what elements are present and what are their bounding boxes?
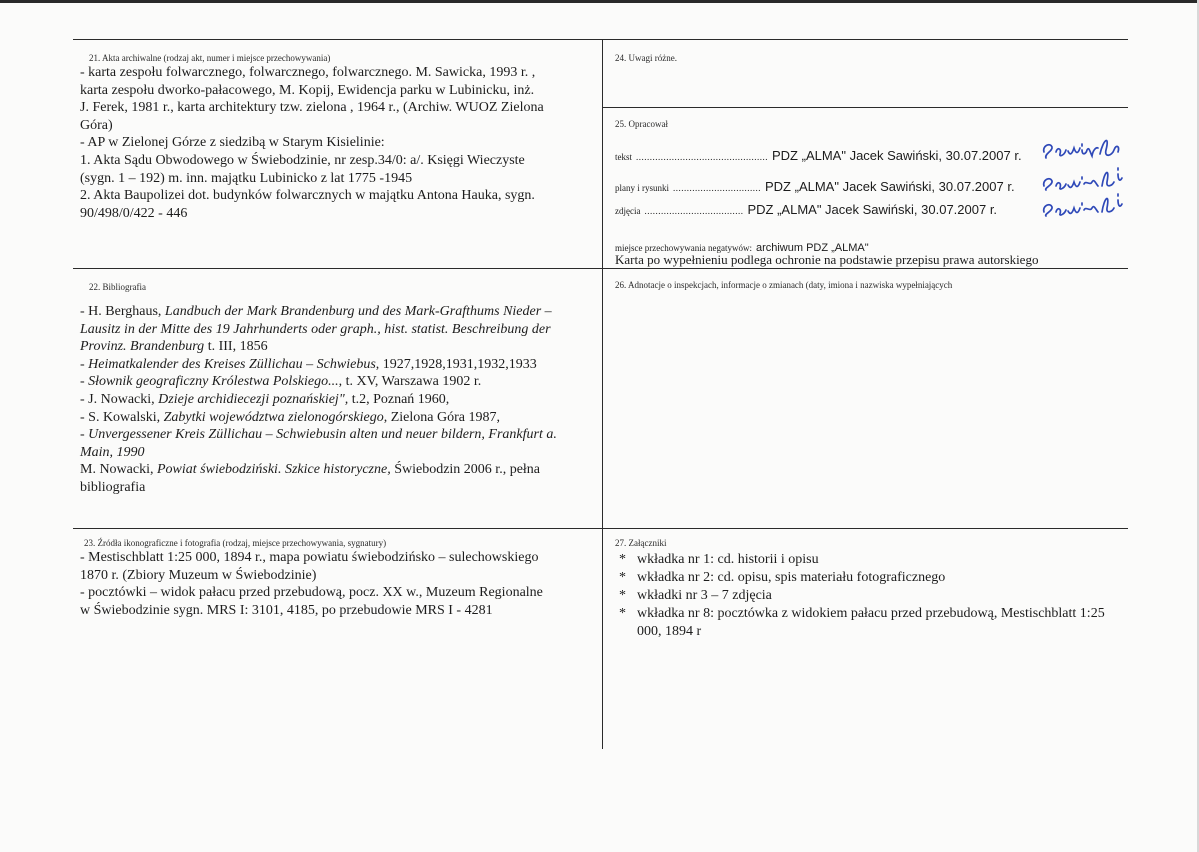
bullet-asterisk: * (619, 606, 626, 621)
section-21-line: J. Ferek, 1981 r., karta architektury tzw. zielona , 1964 r., (Archiw. WUOZ Zielona (80, 100, 544, 116)
section-25-prepared-by (615, 118, 1125, 268)
section-26-annotations (615, 279, 1125, 291)
prepared-text-row (615, 147, 1022, 165)
bibliography-line: - S. Kowalski, Zabytki województwa zielonogórskiego, Zielona Góra 1987, (80, 409, 500, 425)
section-23-line: - pocztówki – widok pałacu przed przebudową, pocz. XX w., Muzeum Regionalne (80, 585, 543, 601)
negatives-label: miejsce przechowywania negatywów: (615, 243, 752, 253)
attachment-item: * wkładka nr 2: cd. opisu, spis materiału fotograficznego (619, 570, 946, 585)
bibliography-line: - J. Nowacki, Dzieje archidiecezji poznańskiej", t.2, Poznań 1960, (80, 391, 450, 407)
section-21-line: 90/498/0/422 - 446 (80, 205, 188, 221)
dotted-leader: .................................... (644, 206, 744, 216)
section-21-line: 1. Akta Sądu Obwodowego w Świebodzinie, nr zesp.34/0: a/. Księgi Wieczyste (80, 152, 525, 168)
attachment-item: * wkładki nr 3 – 7 zdjęcia (619, 588, 772, 603)
bibliography-line: Provinz. Brandenburg t. III, 1856 (80, 339, 268, 355)
section-21-line: Góra) (80, 117, 113, 133)
section-21-line: (sygn. 1 – 192) m. inn. majątku Lubinicko z lat 1775 -1945 (80, 170, 413, 186)
section-27-attachments (615, 537, 1120, 641)
dotted-leader: ................................................ (636, 152, 768, 162)
bibliography-line: - Unvergessener Kreis Züllichau – Schwiebusin alten und neuer bildern, Frankfurt a. (80, 427, 557, 443)
section-27-caption: 27. Załączniki (615, 538, 667, 548)
section-21-caption: 21. Akta archiwalne (rodzaj akt, numer i miejsce przechowywania) (89, 53, 331, 63)
prepared-photos-row (615, 201, 997, 219)
top-border-line (73, 39, 1128, 40)
bibliography-line: - Heimatkalender des Kreises Züllichau – Schwiebus, 1927,1928,1931,1932,1933 (80, 356, 537, 372)
divider-24-25 (602, 107, 1128, 108)
section-21-line: karta zespołu dworko-pałacowego, M. Kopij, Ewidencja parku w Lubinicku, inż. (80, 82, 535, 98)
bibliography-line: Lausitz in der Mitte des 19 Jahrhunderts oder graph., hist. statist. Beschreibung der (80, 321, 551, 337)
signature-1 (1040, 130, 1125, 162)
row-divider-1 (73, 268, 1128, 269)
section-21-line: 2. Akta Baupolizei dot. budynków folwarcznych w majątku Antona Hauka, sygn. (80, 188, 535, 204)
scan-top-edge (0, 0, 1199, 3)
bibliography-line: bibliografia (80, 479, 146, 495)
author-value: PDZ „ALMA" Jacek Sawiński, 30.07.2007 r. (772, 148, 1022, 163)
section-22-bibliography (80, 281, 595, 497)
bibliography-line: - H. Berghaus, Landbuch der Mark Brandenburg und des Mark-Grafthums Nieder – (80, 304, 552, 319)
row-label: zdjęcia (615, 206, 641, 216)
bullet-asterisk: * (619, 570, 626, 585)
author-value: PDZ „ALMA" Jacek Sawiński, 30.07.2007 r. (747, 202, 998, 217)
section-21-line: - karta zespołu folwarcznego, folwarcznego, folwarcznego. M. Sawicka, 1993 r. , (80, 65, 536, 80)
column-divider (602, 39, 603, 749)
bibliography-line: M. Nowacki, Powiat świebodziński. Szkice historyczne, Świebodzin 2006 r., pełna (80, 462, 541, 478)
section-23-line: - Mestischblatt 1:25 000, 1894 r., mapa powiatu świebodzińsko – sulechowskiego (80, 550, 539, 565)
bibliography-line: Main, 1990 (80, 444, 145, 460)
section-24-remarks (615, 52, 1120, 64)
section-23-caption: 23. Źródła ikonograficzne i fotografia (rodzaj, miejsce przechowywania, sygnatury) (84, 538, 387, 548)
row-label: tekst (615, 152, 632, 162)
negatives-value: archiwum PDZ „ALMA" (755, 242, 869, 254)
copyright-notice: Karta po wypełnieniu podlega ochronie na podstawie przepisu prawa autorskiego (615, 252, 1039, 267)
section-21-line: - AP w Zielonej Górze z siedzibą w Starym Kisielinie: (80, 135, 385, 151)
bullet-asterisk: * (619, 552, 626, 567)
section-24-caption: 24. Uwagi różne. (615, 53, 677, 63)
row-label: plany i rysunki (615, 183, 669, 193)
attachments-list (615, 551, 1120, 641)
section-22-caption: 22. Bibliografia (89, 282, 146, 292)
section-26-caption: 26. Adnotacje o inspekcjach, informacje o zmianach (daty, imiona i nazwiska wypełniających (615, 280, 953, 290)
section-23-line: 1870 r. (Zbiory Muzeum w Świebodzinie) (80, 567, 317, 583)
section-21-archival-records (80, 52, 595, 222)
signature-3 (1040, 186, 1125, 218)
row-divider-2 (73, 528, 1128, 529)
section-23-iconographic-sources (80, 537, 595, 619)
dotted-leader: ................................ (673, 183, 761, 193)
bibliography-line: - Słownik geograficzny Królestwa Polskiego..., t. XV, Warszawa 1902 r. (80, 374, 482, 390)
author-value: PDZ „ALMA" Jacek Sawiński, 30.07.2007 r. (765, 179, 1015, 194)
attachment-item: * wkładka nr 1: cd. historii i opisu (619, 552, 819, 567)
section-25-caption: 25. Opracował (615, 119, 668, 129)
bullet-asterisk: * (619, 588, 626, 603)
section-23-line: w Świebodzinie sygn. MRS I: 3101, 4185, po przebudowie MRS I - 4281 (80, 602, 493, 618)
prepared-plans-row (615, 178, 1015, 196)
attachment-item: * wkładka nr 8: pocztówka z widokiem pałacu przed przebudową, Mestischblatt 1:25 000, 1894 r (619, 606, 1105, 639)
